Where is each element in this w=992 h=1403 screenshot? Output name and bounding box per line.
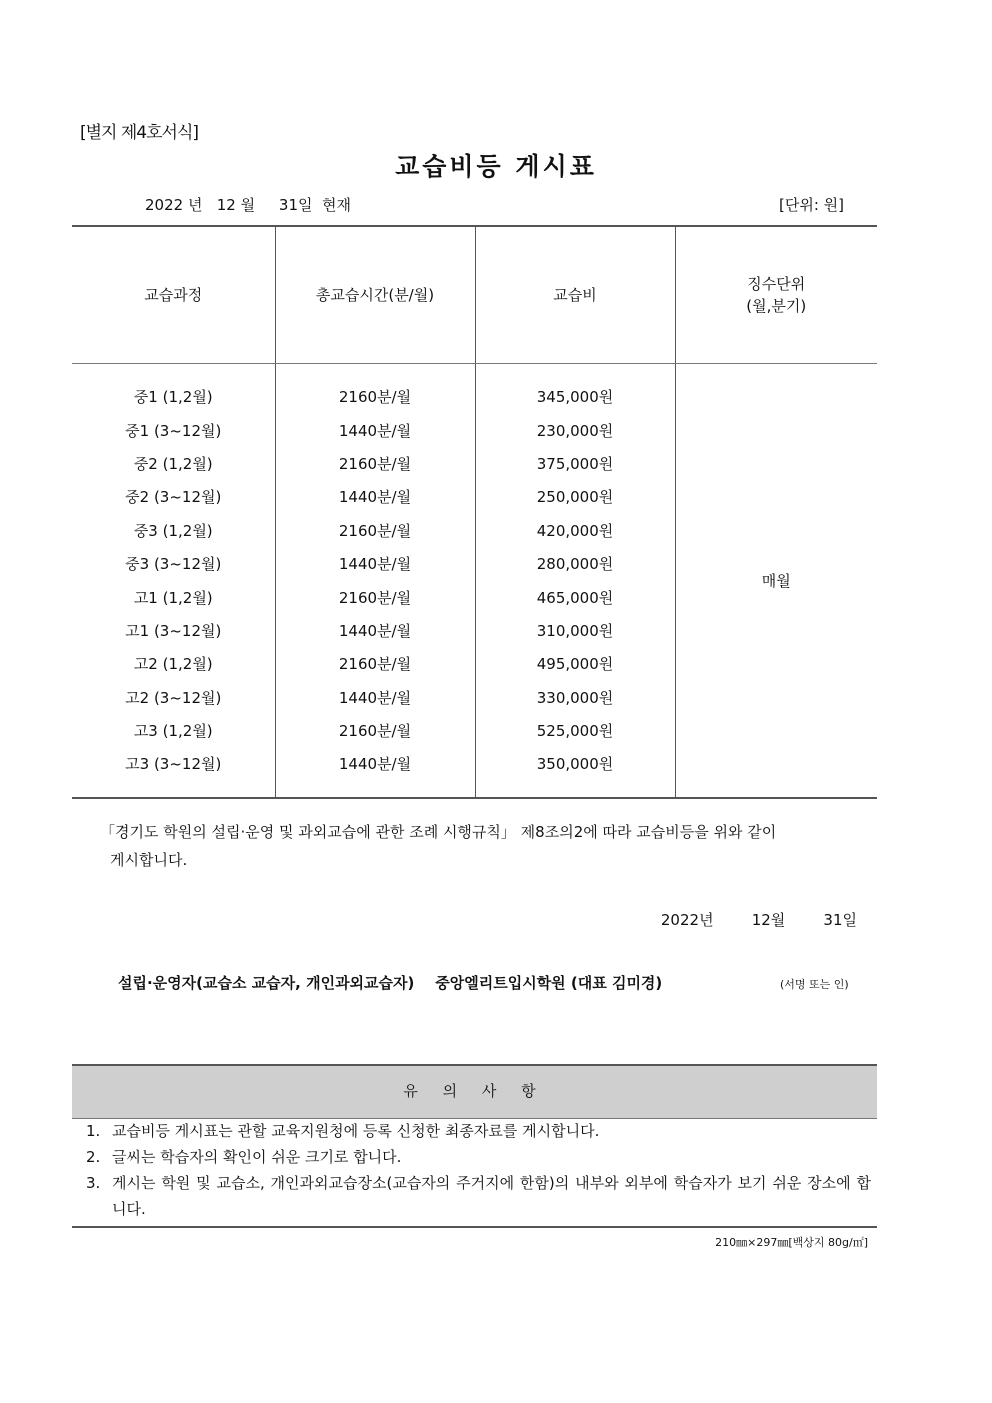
- header-fee: 교습비: [475, 226, 675, 364]
- fee-table-header-row: [72, 226, 877, 364]
- operator-name: 설립·운영자(교습소 교습자, 개인과외교습자) 중앙엘리트입시학원 (대표 김미경): [118, 974, 663, 992]
- course-cell: 고1 (1,2월): [133, 588, 213, 607]
- caution-item-number: 3.: [86, 1174, 101, 1192]
- course-cell: 중2 (3~12월): [125, 488, 222, 507]
- caution-item-number: 2.: [86, 1148, 101, 1166]
- document-title: 교습비등 게시표: [395, 152, 597, 181]
- fee-cell: 375,000원: [475, 447, 675, 480]
- course-cell: 고1 (3~12월): [125, 621, 222, 640]
- spacer-cell: [475, 364, 675, 381]
- total-hours-cell: 1440분/월: [275, 747, 475, 780]
- fee-cell: 420,000원: [475, 514, 675, 547]
- spacer-cell: [72, 364, 275, 381]
- fee-table-spacer: [72, 364, 877, 381]
- total-hours-cell: 2160분/월: [275, 514, 475, 547]
- total-hours-cell: 2160분/월: [275, 714, 475, 747]
- course-cell: 고2 (3~12월): [125, 688, 222, 707]
- total-hours-cell: 2160분/월: [275, 380, 475, 413]
- sign-date: 2022년 12월 31일: [660, 911, 857, 929]
- course-cell: 고2 (1,2월): [133, 655, 213, 674]
- fee-table-body: [72, 364, 877, 798]
- caution-list: [72, 1118, 877, 1228]
- fee-cell: 250,000원: [475, 480, 675, 513]
- caution-item-text: 글씨는 학습자의 확인이 쉬운 크기로 합니다.: [112, 1148, 402, 1166]
- spacer-cell: [275, 364, 475, 381]
- notice-line2: 게시합니다.: [110, 851, 188, 869]
- fee-cell: 230,000원: [475, 413, 675, 446]
- total-hours-cell: 2160분/월: [275, 647, 475, 680]
- fee-cell: 495,000원: [475, 647, 675, 680]
- header-total-hours: 총교습시간(분/월): [275, 226, 475, 364]
- total-hours-cell: 2160분/월: [275, 580, 475, 613]
- total-hours-cell: 2160분/월: [275, 447, 475, 480]
- header-collection-cycle: [675, 226, 877, 364]
- course-cell: 중3 (3~12월): [125, 555, 222, 574]
- spacer-cell: [72, 781, 275, 798]
- caution-item: [72, 1118, 877, 1144]
- total-hours-cell: 1440분/월: [275, 681, 475, 714]
- course-cell: 중2 (1,2월): [133, 454, 213, 473]
- fee-cell: 330,000원: [475, 681, 675, 714]
- caution-title: 유 의 사 항: [72, 1064, 877, 1119]
- header-cycle-line2: (월,분기): [746, 297, 807, 315]
- currency-unit: [단위: 원]: [779, 196, 844, 214]
- spacer-cell: [475, 781, 675, 798]
- course-cell: 고3 (1,2월): [133, 722, 213, 741]
- fee-cell: 280,000원: [475, 547, 675, 580]
- total-hours-cell: 1440분/월: [275, 480, 475, 513]
- caution-item-text: 게시는 학원 및 교습소, 개인과외교습장소(교습자의 주거지에 한함)의 내부와 외부에 학습자가 보기 쉬운 장소에 합니다.: [112, 1174, 871, 1218]
- header-course: 교습과정: [72, 226, 275, 364]
- fee-table: [72, 225, 877, 799]
- caution-item: [72, 1144, 877, 1170]
- caution-item-number: 1.: [86, 1122, 101, 1140]
- as-of-date: 2022 년 12 월 31일 현재: [145, 196, 352, 214]
- notice-text: [100, 818, 870, 874]
- course-cell: 중1 (3~12월): [125, 421, 222, 440]
- fee-cell: 310,000원: [475, 614, 675, 647]
- total-hours-cell: 1440분/월: [275, 547, 475, 580]
- course-cell: 고3 (3~12월): [125, 755, 222, 774]
- total-hours-cell: 1440분/월: [275, 413, 475, 446]
- course-cell: 중3 (1,2월): [133, 521, 213, 540]
- total-hours-cell: 1440분/월: [275, 614, 475, 647]
- header-cycle-line1: 징수단위: [747, 275, 806, 293]
- fee-cell: 350,000원: [475, 747, 675, 780]
- form-label: [별지 제4호서식]: [80, 123, 199, 143]
- fee-cell: 525,000원: [475, 714, 675, 747]
- collection-cycle-cell: 매월: [675, 364, 877, 798]
- caution-item-text: 교습비등 게시표는 관할 교육지원청에 등록 신청한 최종자료를 게시합니다.: [112, 1122, 600, 1140]
- fee-cell: 345,000원: [475, 380, 675, 413]
- course-cell: 중1 (1,2월): [133, 388, 213, 407]
- caution-item: [72, 1170, 877, 1222]
- signature-note: (서명 또는 인): [780, 978, 849, 991]
- notice-line1: 「경기도 학원의 설립·운영 및 과외교습에 관한 조례 시행규칙」 제8조의2에 따라 교습비등을 위와 같이: [100, 823, 777, 841]
- spacer-cell: [275, 781, 475, 798]
- fee-cell: 465,000원: [475, 580, 675, 613]
- paper-spec: 210㎜×297㎜[백상지 80g/㎡]: [715, 1236, 868, 1249]
